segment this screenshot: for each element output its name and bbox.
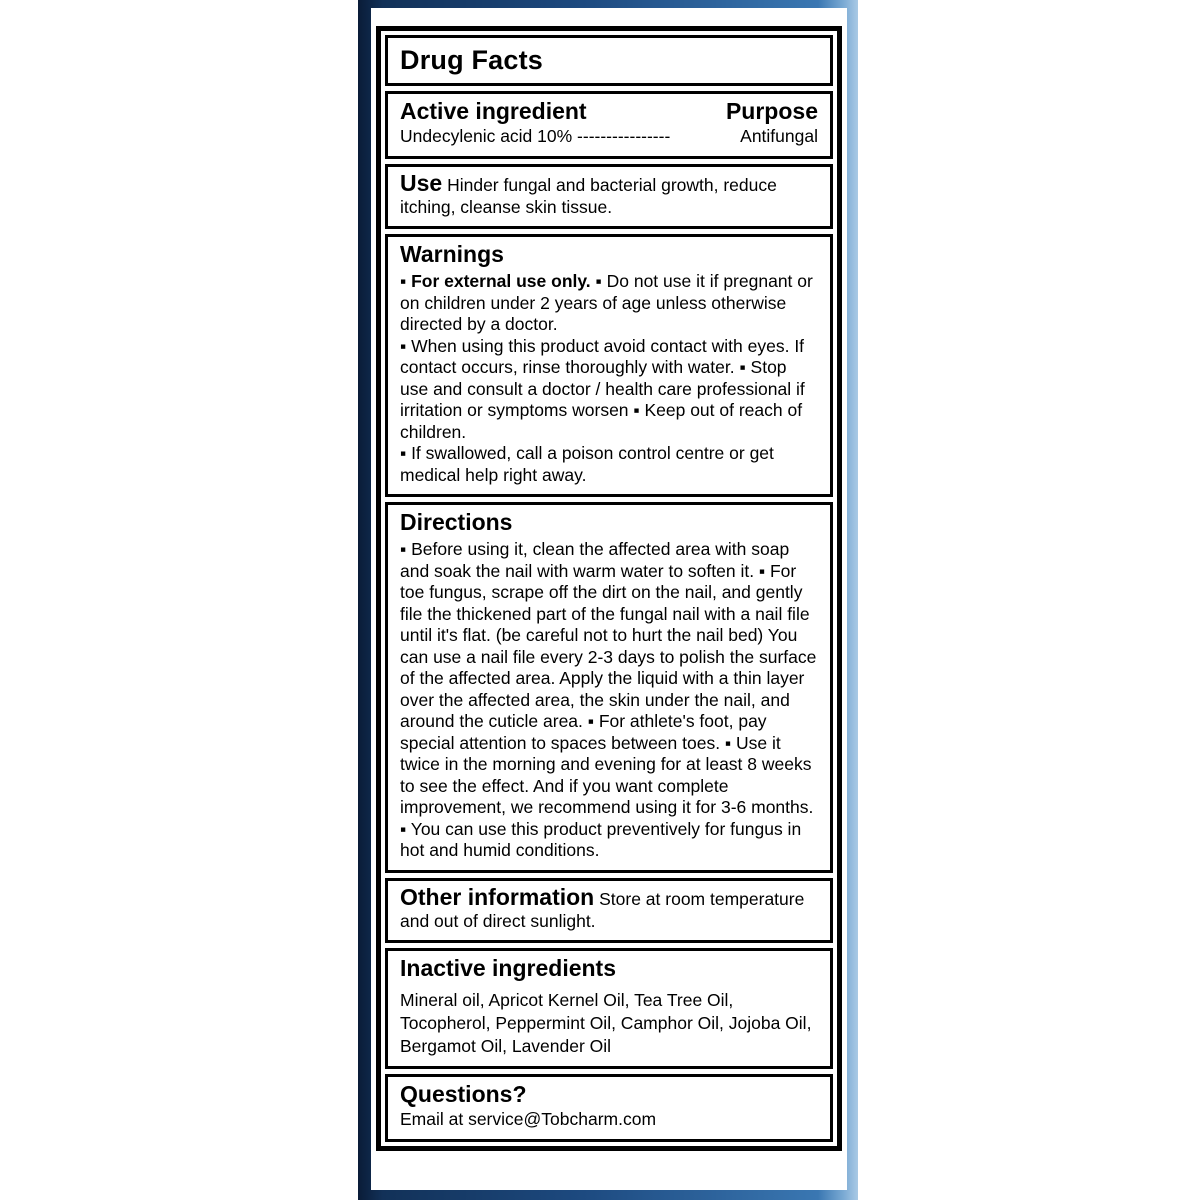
other-information-heading: Other information bbox=[400, 883, 595, 910]
section-directions bbox=[385, 502, 833, 873]
questions-text: Email at service@Tobcharm.com bbox=[400, 1109, 657, 1129]
warnings-paragraph-2: ▪ When using this product avoid contact with eyes. If contact occurs, rinse thoroughly with water. ▪ Stop use and consult a doctor / health care professional if irritation or symptoms worsen ▪ Keep out of reach of children. bbox=[400, 335, 805, 442]
label-background bbox=[371, 8, 847, 1190]
active-ingredient-value-row bbox=[400, 126, 818, 148]
warnings-paragraph-3: ▪ If swallowed, call a poison control centre or get medical help right away. bbox=[400, 443, 774, 485]
drug-facts-panel bbox=[376, 26, 842, 1151]
warnings-external-use-bold: For external use only. bbox=[411, 271, 591, 291]
other-information-paragraph bbox=[400, 884, 818, 933]
active-ingredient-header-row bbox=[400, 97, 818, 126]
questions-heading: Questions? bbox=[400, 1081, 527, 1107]
warnings-heading: Warnings bbox=[400, 241, 504, 267]
use-text: Hinder fungal and bacterial growth, reduce itching, cleanse skin tissue. bbox=[400, 174, 777, 217]
warnings-bullet: ▪ bbox=[400, 271, 412, 291]
section-questions bbox=[385, 1074, 833, 1142]
section-inactive-ingredients bbox=[385, 948, 833, 1069]
directions-text: ▪ Before using it, clean the affected area with soap and soak the nail with warm water to soften it. ▪ For toe fungus, scrape off the dirt on the nail, and gently file the thickened part of the fungal nail with a nail file until it's flat. (be careful not to hurt the nail bed) You can use a nail file every 2-3 days to polish the surface of the affected area. Apply the liquid with a thin layer over the affected area, the skin under the nail, and around the cuticle area. ▪ For athlete's foot, pay special attention to spaces between toes. ▪ Use it twice in the morning and evening for at least 8 weeks to see the effect. And if you want complete improvement, we recommend using it for 3-6 months. ▪ You can use this product preventively for fungus in hot and humid conditions. bbox=[400, 539, 817, 860]
directions-heading: Directions bbox=[400, 509, 513, 535]
section-warnings bbox=[385, 234, 833, 497]
inactive-ingredients-heading: Inactive ingredients bbox=[400, 955, 617, 981]
drug-facts-title: Drug Facts bbox=[400, 45, 544, 75]
warnings-paragraph-1 bbox=[400, 271, 818, 336]
section-other-information bbox=[385, 878, 833, 944]
inactive-ingredients-text: Mineral oil, Apricot Kernel Oil, Tea Tree Oil, Tocopherol, Peppermint Oil, Camphor Oil, Jojoba Oil, Bergamot Oil, Lavender Oil bbox=[400, 990, 812, 1056]
warnings-paragraph-1-rest: ▪ Do not use it if pregnant or on children under 2 years of age unless otherwise directed by a doctor. bbox=[400, 271, 813, 334]
package-edge bbox=[358, 0, 858, 1200]
use-paragraph bbox=[400, 170, 818, 219]
other-information-text: Store at room temperature and out of direct sunlight. bbox=[400, 888, 805, 931]
purpose-value: Antifungal bbox=[740, 126, 818, 146]
section-drug-facts bbox=[385, 35, 833, 86]
active-ingredient-name: Undecylenic acid 10% ---------------- bbox=[400, 126, 671, 146]
active-ingredient-heading: Active ingredient bbox=[400, 98, 587, 124]
section-active-ingredient bbox=[385, 91, 833, 159]
use-heading: Use bbox=[400, 169, 443, 196]
purpose-heading: Purpose bbox=[725, 98, 818, 124]
section-use bbox=[385, 164, 833, 230]
